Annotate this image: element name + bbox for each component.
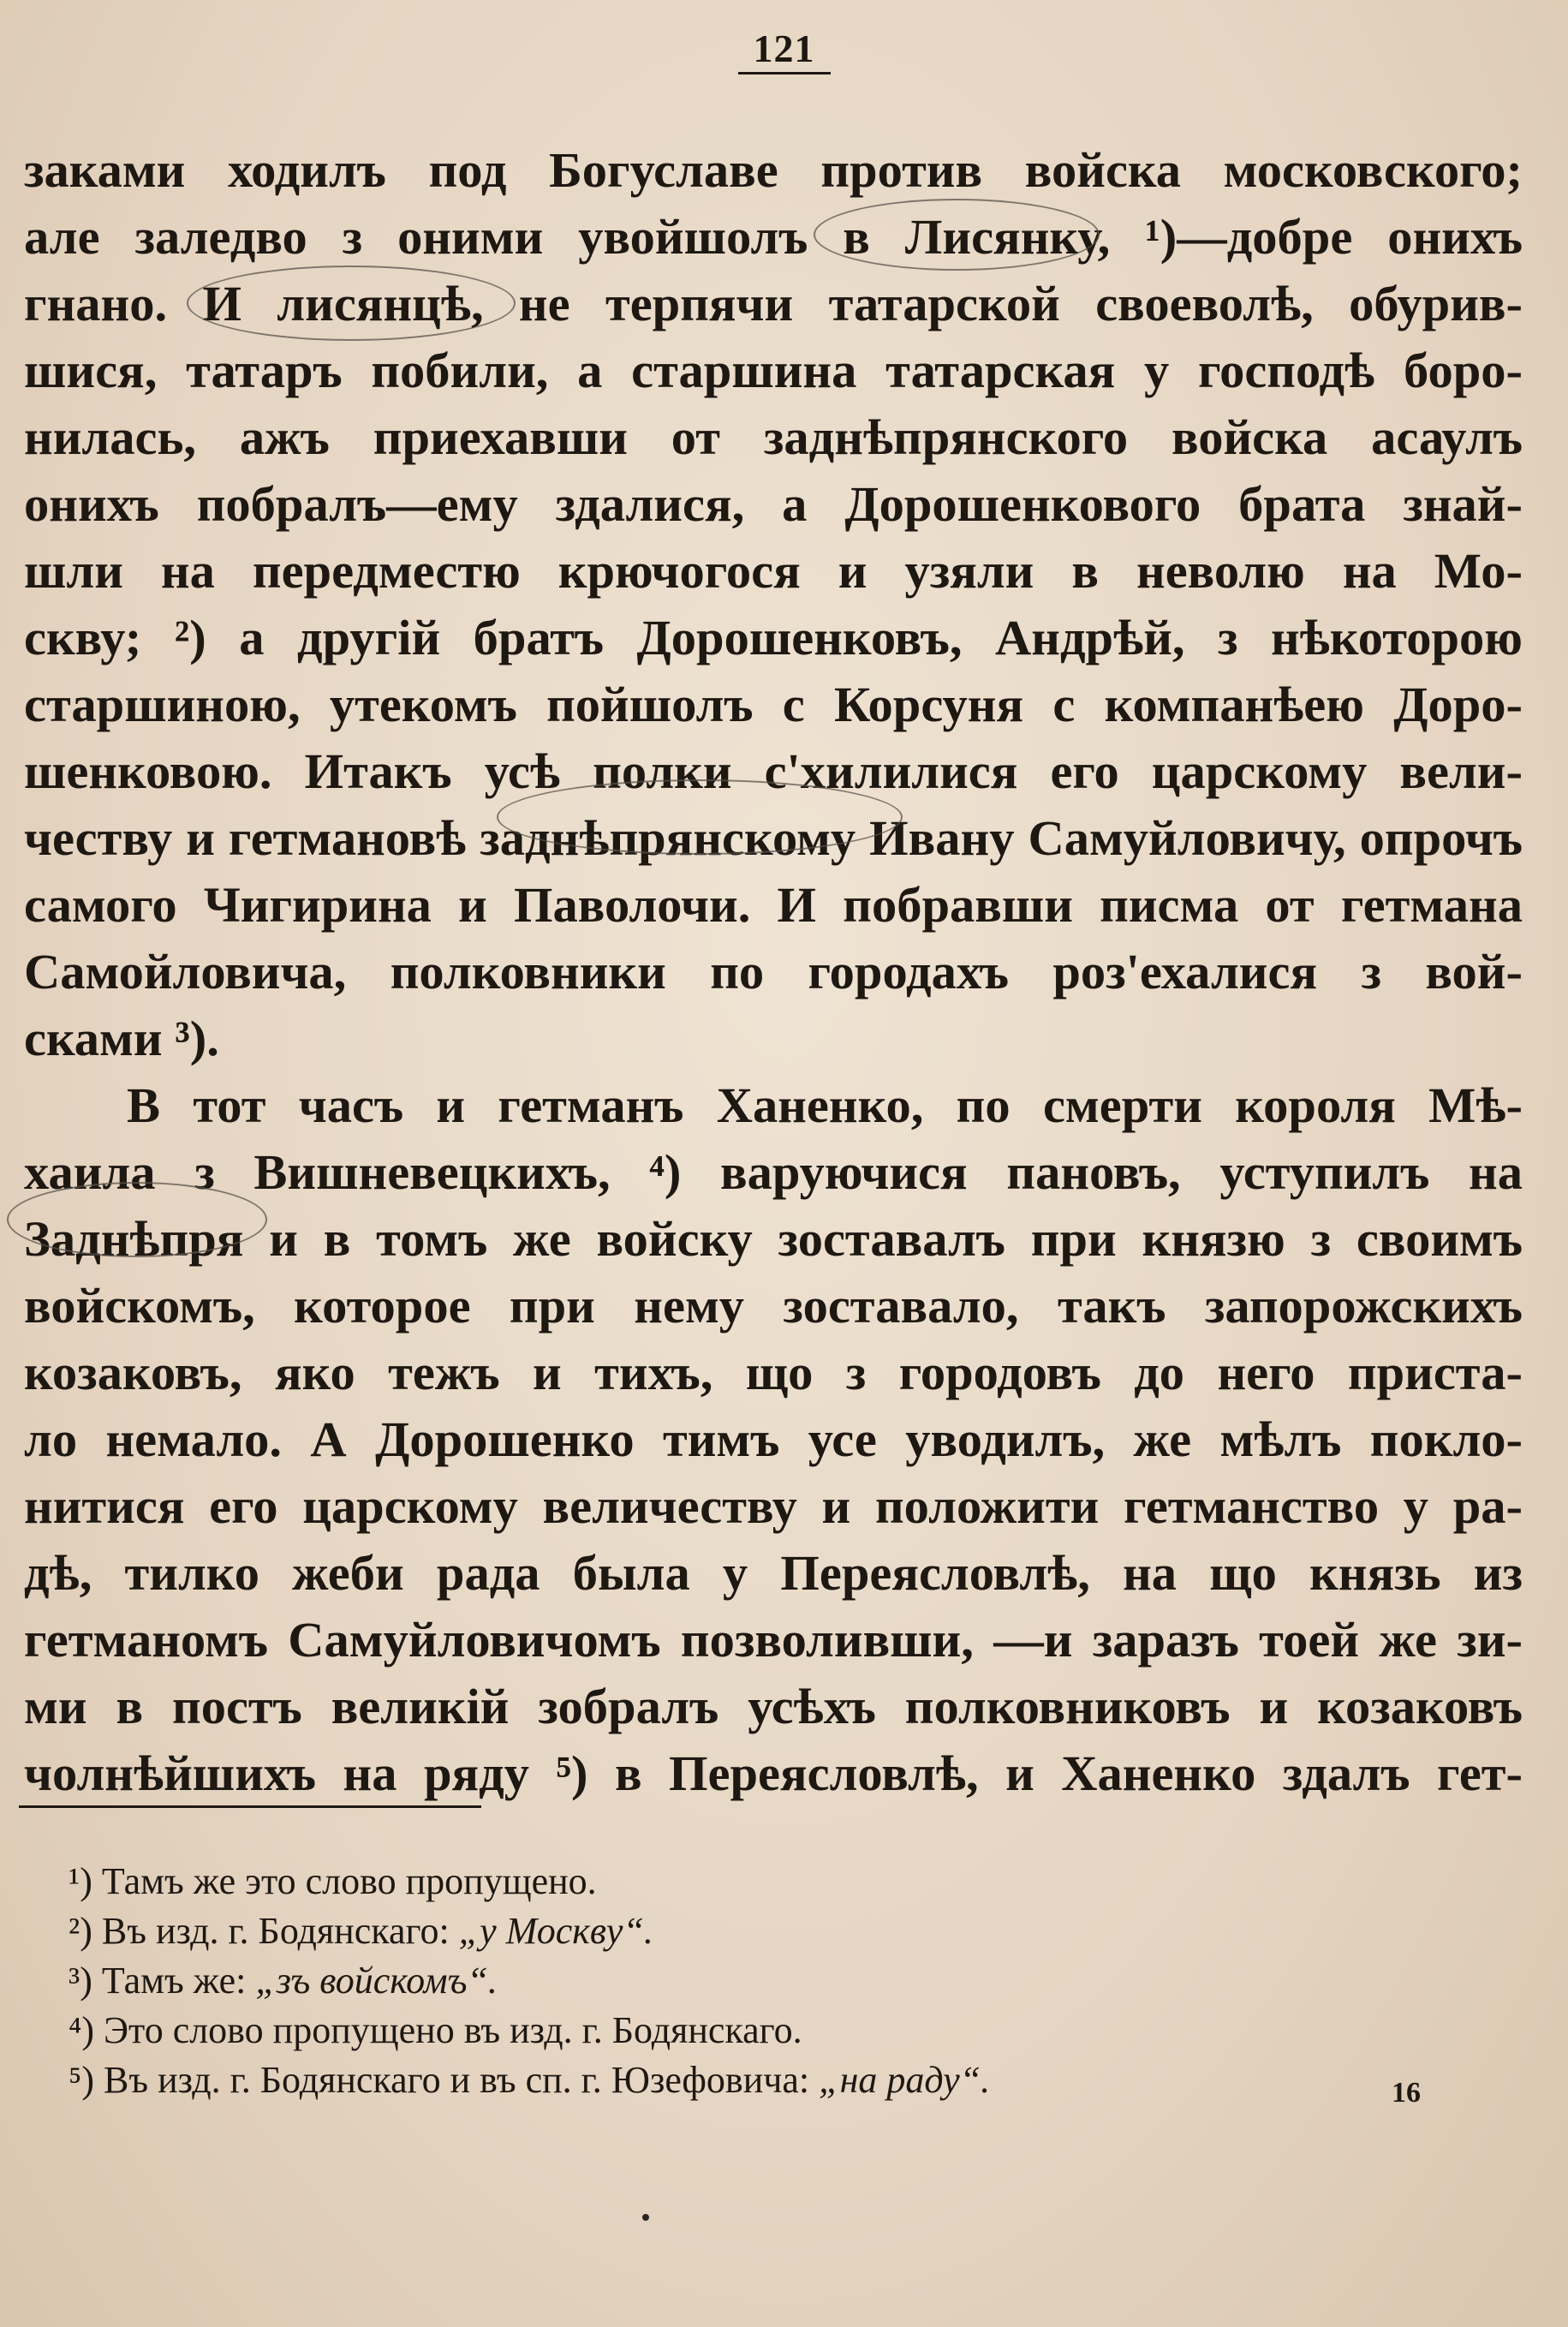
text-line: але заледво з оними увойшолъ в Лисянку, ¹)—добре онихъ (24, 209, 1523, 265)
footnote-text: Это слово пропущено въ изд. г. Бодянскаго. (104, 2009, 802, 2051)
footnote-quote: „на раду“. (819, 2059, 991, 2101)
footnote-mark: ⁵) (69, 2059, 94, 2101)
footnote-text: Тамъ же это слово пропущено. (101, 1860, 597, 1902)
text-line: сками ³). (24, 1011, 219, 1066)
footnotes (69, 1857, 1353, 2105)
text-line: старшиною, утекомъ пойшолъ с Корсуня с компанѣею Доро- (24, 677, 1523, 732)
footnote-quote: „зъ войскомъ“. (255, 1960, 498, 2002)
text-line: чолнѣйшихъ на ряду ⁵) в Переясловлѣ, и Ханенко здалъ гет- (24, 1745, 1523, 1801)
footnote-mark: ³) (69, 1960, 92, 2002)
text-line: Заднѣпря и в томъ же войску зоставалъ при князю з своимъ (24, 1211, 1523, 1267)
text-line: нитися его царскому величеству и положити гетманство у ра- (24, 1478, 1523, 1534)
pencil-circle-mark (497, 779, 903, 855)
text-line: онихъ побралъ—ему здалися, а Дорошенкового брата знай- (24, 476, 1523, 532)
footnote-divider (19, 1805, 481, 1808)
text-line: гнано. И лисянцѣ, не терпячи татарской своеволѣ, обурив- (24, 276, 1523, 331)
footnote (69, 2056, 1353, 2105)
text-line: Самойловича, полковники по городахъ роз'ехалися з вой- (24, 944, 1523, 999)
text-line: гетманомъ Самуйловичомъ позволивши, —и заразъ тоей же зи- (24, 1612, 1523, 1668)
text-line: заками ходилъ под Богуславе против войска московского; (24, 142, 1523, 198)
page-number: 121 (0, 26, 1568, 71)
footnote-mark: ²) (69, 1910, 92, 1952)
footnote-text: Тамъ же: (101, 1960, 256, 2002)
pencil-circle-mark (7, 1182, 267, 1257)
text-line: войскомъ, которое при нему зоставало, такъ запорожскихъ (24, 1278, 1523, 1334)
footnote (69, 2006, 1353, 2056)
ink-speck (642, 2214, 649, 2221)
text-line: честву и гетмановѣ заднѣпрянскому Ивану Самуйловичу, опрочъ (24, 810, 1523, 866)
text-line: дѣ, тилко жеби рада была у Переясловлѣ, на що князь из (24, 1545, 1523, 1601)
footnote (69, 1956, 1353, 2006)
text-line: ми в постъ великій зобралъ усѣхъ полковниковъ и козаковъ (24, 1679, 1523, 1734)
footnote-mark: ⁴) (69, 2009, 94, 2051)
footnote-quote: „у Москву“. (458, 1910, 653, 1952)
footnote-text: Въ изд. г. Бодянскаго и въ сп. г. Юзефовича: (104, 2059, 820, 2101)
text-line: самого Чигирина и Паволочи. И побравши писма от гетмана (24, 877, 1523, 933)
text-line: шли на передместю крючогося и узяли в неволю на Мо- (24, 543, 1523, 599)
pencil-circle-mark (187, 266, 516, 341)
pencil-circle-mark (814, 199, 1100, 271)
text-line: нилась, ажъ приехавши от заднѣпрянского войска асаулъ (24, 409, 1523, 465)
text-line: В тот часъ и гетманъ Ханенко, по смерти короля Мѣ- (127, 1077, 1523, 1133)
text-line: скву; ²) а другій братъ Дорошенковъ, Андрѣй, з нѣкоторою (24, 610, 1523, 665)
text-line: хаила з Вишневецкихъ, ⁴) варуючися пановъ, уступилъ на (24, 1144, 1523, 1200)
text-line: ло немало. А Дорошенко тимъ усе уводилъ, же мѣлъ покло- (24, 1411, 1523, 1467)
text-line: шенковою. Итакъ усѣ полки с'хилилися его царскому вели- (24, 743, 1523, 799)
main-text (24, 137, 1523, 1807)
sheet-signature: 16 (1392, 2077, 1421, 2109)
text-line: козаковъ, яко тежъ и тихъ, що з городовъ до него приста- (24, 1345, 1523, 1400)
footnote (69, 1857, 1353, 1906)
text-line: шися, татаръ побили, а старшина татарская у господѣ боро- (24, 343, 1523, 398)
footnote-text: Въ изд. г. Бодянскаго: (101, 1910, 459, 1952)
footnote-mark: ¹) (69, 1860, 92, 1902)
footnote (69, 1906, 1353, 1956)
